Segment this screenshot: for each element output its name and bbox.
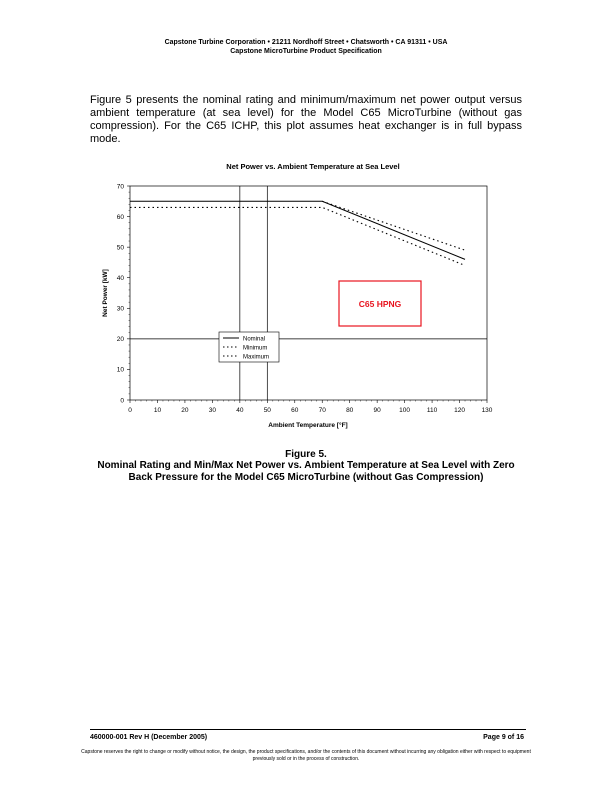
y-tick-label: 60	[116, 213, 124, 221]
series-line-maximum	[322, 201, 465, 250]
header-company-line: Capstone Turbine Corporation • 21211 Nordhoff Street • Chatsworth • CA 91311 • USA	[164, 39, 448, 46]
x-axis-label: Ambient Temperature [°F]	[268, 422, 348, 429]
x-tick-label: 120	[454, 407, 465, 414]
x-tick-label: 0	[128, 407, 132, 414]
x-tick-label: 70	[318, 407, 326, 414]
y-tick-label: 40	[116, 275, 124, 283]
footer-page-number: Page 9 of 16	[483, 734, 524, 741]
x-tick-label: 50	[263, 407, 271, 414]
x-tick-label: 20	[181, 407, 189, 414]
annotation-box	[339, 281, 421, 326]
x-tick-label: 80	[346, 407, 354, 414]
x-tick-label: 10	[153, 407, 162, 414]
x-tick-label: 40	[236, 407, 244, 414]
legend-label-nominal: Nominal	[243, 336, 266, 343]
chart-legend	[219, 332, 279, 362]
header-document-title: Capstone MicroTurbine Product Specification	[230, 48, 382, 55]
y-tick-label: 50	[116, 244, 124, 252]
legend-label-maximum: Maximum	[243, 354, 270, 361]
y-tick-label: 0	[120, 397, 124, 405]
footer-divider	[90, 729, 526, 730]
series-line-minimum	[130, 207, 465, 265]
y-tick-label: 30	[116, 305, 124, 313]
x-tick-label: 30	[208, 407, 217, 414]
legend-label-minimum: Minimum	[243, 345, 268, 352]
x-tick-label: 60	[291, 407, 299, 414]
x-tick-label: 90	[373, 407, 381, 414]
plot-frame	[130, 186, 487, 400]
x-tick-label: 100	[399, 407, 411, 414]
figure-caption: Nominal Rating and Min/Max Net Power vs. Ambient Temperature at Sea Level with Zero Back Pressure for the Model C65 MicroTurbine (without Gas Compression)	[97, 460, 515, 483]
y-tick-label: 20	[116, 336, 124, 344]
figure-label: Figure 5.	[285, 449, 327, 460]
chart-title: Net Power vs. Ambient Temperature at Sea Level	[226, 162, 400, 171]
footer-disclaimer: Capstone reserves the right to change or modify without notice, the design, the product specifications, and/or the contents of this document without incurring any obligation either with respect to equipment previously sold or in the process of construction.	[81, 749, 531, 762]
y-axis-label: Net Power [kW]	[102, 269, 109, 317]
x-tick-label: 130	[481, 407, 493, 414]
footer-document-id: 460000-001 Rev H (December 2005)	[90, 734, 208, 741]
intro-paragraph: Figure 5 presents the nominal rating and minimum/maximum net power output versus ambient temperature (at sea level) for the Model C65 MicroTurbine (without gas compression). For the C65 ICHP, this plot assumes heat exchanger is in full bypass mode.	[90, 94, 522, 145]
x-tick-label: 110	[426, 407, 438, 414]
y-tick-label: 70	[116, 183, 124, 191]
annotation-label: C65 HPNG	[358, 299, 402, 309]
series-line-nominal	[130, 201, 465, 259]
y-tick-label: 10	[116, 366, 124, 374]
